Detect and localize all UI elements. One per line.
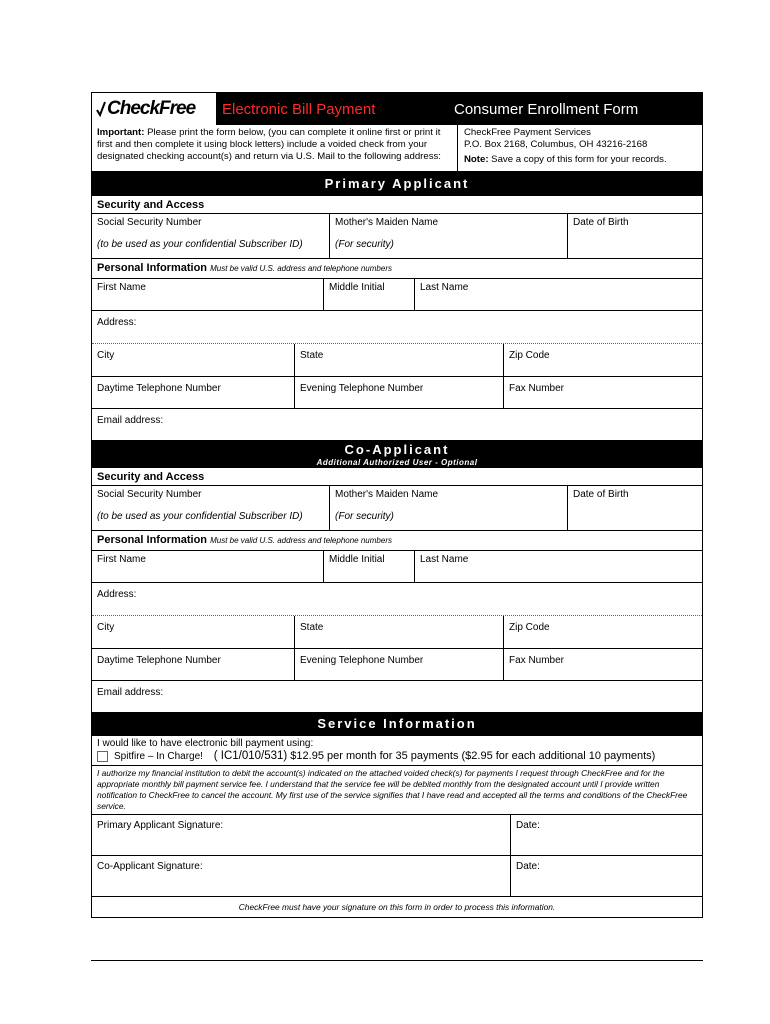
option-name: Spitfire – In Charge! [114,751,203,762]
dob-label: Date of Birth [573,217,629,228]
primary-middle-initial-field[interactable] [323,279,414,310]
date-label: Date: [516,820,540,831]
co-day-phone-field[interactable] [92,649,294,680]
state-label: State [300,350,324,361]
co-security-heading: Security and Access [97,471,205,483]
primary-signature-row [92,814,702,855]
dob-label: Date of Birth [573,489,629,500]
primary-personal-heading [92,258,702,278]
primary-last-name-field[interactable] [414,279,702,310]
primary-fax-field[interactable] [503,377,702,408]
middle-initial-label: Middle Initial [329,282,385,293]
service-title: Electronic Bill Payment [222,100,376,118]
note-label: Note: [464,154,489,165]
intro-instructions [92,125,458,171]
signature-footer-note: CheckFree must have your signature on this form in order to process this information. [92,896,702,917]
primary-day-phone-field[interactable] [92,377,294,408]
maiden-name-label: Mother's Maiden Name [335,489,439,500]
email-label: Email address: [97,687,164,698]
authorization-text: I authorize my financial institution to debit the account(s) indicated on the attached voided check(s) for payments I request through CheckFree and for the appropriate monthly bill payment service fee. I understand that the service fee will be debited monthly from the designated account until I provide written notification to CheckFree to cancel the account. My first use of the service signifies that I have read and accepted all the terms and conditions of the CheckFree service. [92,765,702,814]
day-phone-label: Daytime Telephone Number [97,383,221,394]
logo-text: CheckFree [107,98,196,119]
checkfree-logo [92,93,216,125]
co-signature-field[interactable] [92,856,510,896]
primary-address-row [92,310,702,343]
primary-phone-row [92,376,702,408]
page-footer-rule [91,960,703,961]
co-state-field[interactable] [294,616,503,648]
co-city-row [92,615,702,648]
zip-label: Zip Code [509,622,550,633]
co-phone-row [92,648,702,680]
primary-zip-field[interactable] [503,344,702,376]
zip-label: Zip Code [509,350,550,361]
address-label: Address: [97,589,137,600]
primary-security-row [92,213,702,258]
personal-note: Must be valid U.S. address and telephone numbers [210,536,392,545]
personal-note: Must be valid U.S. address and telephone numbers [210,264,392,273]
primary-first-name-field[interactable] [92,279,323,310]
fax-label: Fax Number [509,383,565,394]
service-intro: I would like to have electronic bill payment using: [97,738,314,749]
ssn-note: (to be used as your confidential Subscriber ID) [97,239,303,250]
co-ssn-field[interactable] [92,486,329,530]
primary-ssn-field[interactable] [92,214,329,258]
co-zip-field[interactable] [503,616,702,648]
co-email-row [92,680,702,712]
note-text: Save a copy of this form for your records. [488,154,667,165]
eve-phone-label: Evening Telephone Number [300,383,424,394]
primary-maiden-name-field[interactable] [329,214,567,258]
intro-section [92,125,702,172]
primary-email-field[interactable] [92,409,702,440]
primary-city-field[interactable] [92,344,294,376]
form-title: Consumer Enrollment Form [454,100,639,118]
ssn-label: Social Security Number [97,217,202,228]
address-line-1: CheckFree Payment Services [464,127,591,138]
note [464,154,667,166]
co-personal-heading [92,530,702,550]
service-option [97,750,697,763]
primary-signature-field[interactable] [92,815,510,855]
address-line-2: P.O. Box 2168, Columbus, OH 43216-2168 [464,139,648,150]
fax-label: Fax Number [509,655,565,666]
maiden-name-note: (For security) [335,239,394,250]
co-name-row [92,550,702,582]
co-applicant-heading [92,440,702,468]
ssn-label: Social Security Number [97,489,202,500]
primary-applicant-heading: Primary Applicant [92,172,702,196]
primary-security-heading: Security and Access [97,199,205,211]
option-price: $12.95 per month for 35 payments ($2.95 for each additional 10 payments) [287,750,656,762]
co-city-field[interactable] [92,616,294,648]
city-label: City [97,350,115,361]
enrollment-form [91,92,703,918]
personal-title: Personal Information [97,534,208,546]
maiden-name-label: Mother's Maiden Name [335,217,439,228]
co-applicant-title: Co-Applicant [344,442,450,457]
personal-title: Personal Information [97,262,208,274]
maiden-name-note: (For security) [335,511,394,522]
day-phone-label: Daytime Telephone Number [97,655,221,666]
address-label: Address: [97,317,137,328]
important-label: Important: [97,127,145,138]
co-date-field[interactable] [510,856,702,896]
service-information-heading: Service Information [92,712,702,736]
co-last-name-field[interactable] [414,551,702,582]
co-middle-initial-field[interactable] [323,551,414,582]
form-header [92,93,702,125]
co-first-name-field[interactable] [92,551,323,582]
middle-initial-label: Middle Initial [329,554,385,565]
co-signature-row [92,855,702,896]
primary-state-field[interactable] [294,344,503,376]
last-name-label: Last Name [420,282,469,293]
co-maiden-name-field[interactable] [329,486,567,530]
mailing-address [458,125,673,171]
first-name-label: First Name [97,282,146,293]
important-text: Please print the form below, (you can complete it online first or print it first and then complete it using block letters) include a voided check from your designated checking account(s) and return via U.S. Mail to the following address: [97,127,441,162]
city-label: City [97,622,115,633]
option-code: ( IC1/010/531) [213,750,288,762]
last-name-label: Last Name [420,554,469,565]
co-address-row [92,582,702,615]
primary-dob-field[interactable] [567,214,702,258]
co-security-row [92,485,702,530]
service-option-section [92,736,702,765]
co-address-field[interactable] [92,583,702,615]
co-email-field[interactable] [92,681,702,712]
co-applicant-subtitle: Additional Authorized User - Optional [316,458,478,467]
co-signature-label: Co-Applicant Signature: [97,861,203,872]
primary-name-row [92,278,702,310]
ssn-note: (to be used as your confidential Subscriber ID) [97,511,303,522]
checkfree-check-icon [96,101,106,117]
primary-email-row [92,408,702,440]
co-dob-field[interactable] [567,486,702,530]
co-eve-phone-field[interactable] [294,649,503,680]
primary-city-row [92,343,702,376]
first-name-label: First Name [97,554,146,565]
primary-eve-phone-field[interactable] [294,377,503,408]
service-option-checkbox[interactable] [97,751,108,762]
state-label: State [300,622,324,633]
co-fax-field[interactable] [503,649,702,680]
primary-date-field[interactable] [510,815,702,855]
date-label: Date: [516,861,540,872]
primary-signature-label: Primary Applicant Signature: [97,820,224,831]
primary-address-field[interactable] [92,311,702,343]
email-label: Email address: [97,415,164,426]
eve-phone-label: Evening Telephone Number [300,655,424,666]
